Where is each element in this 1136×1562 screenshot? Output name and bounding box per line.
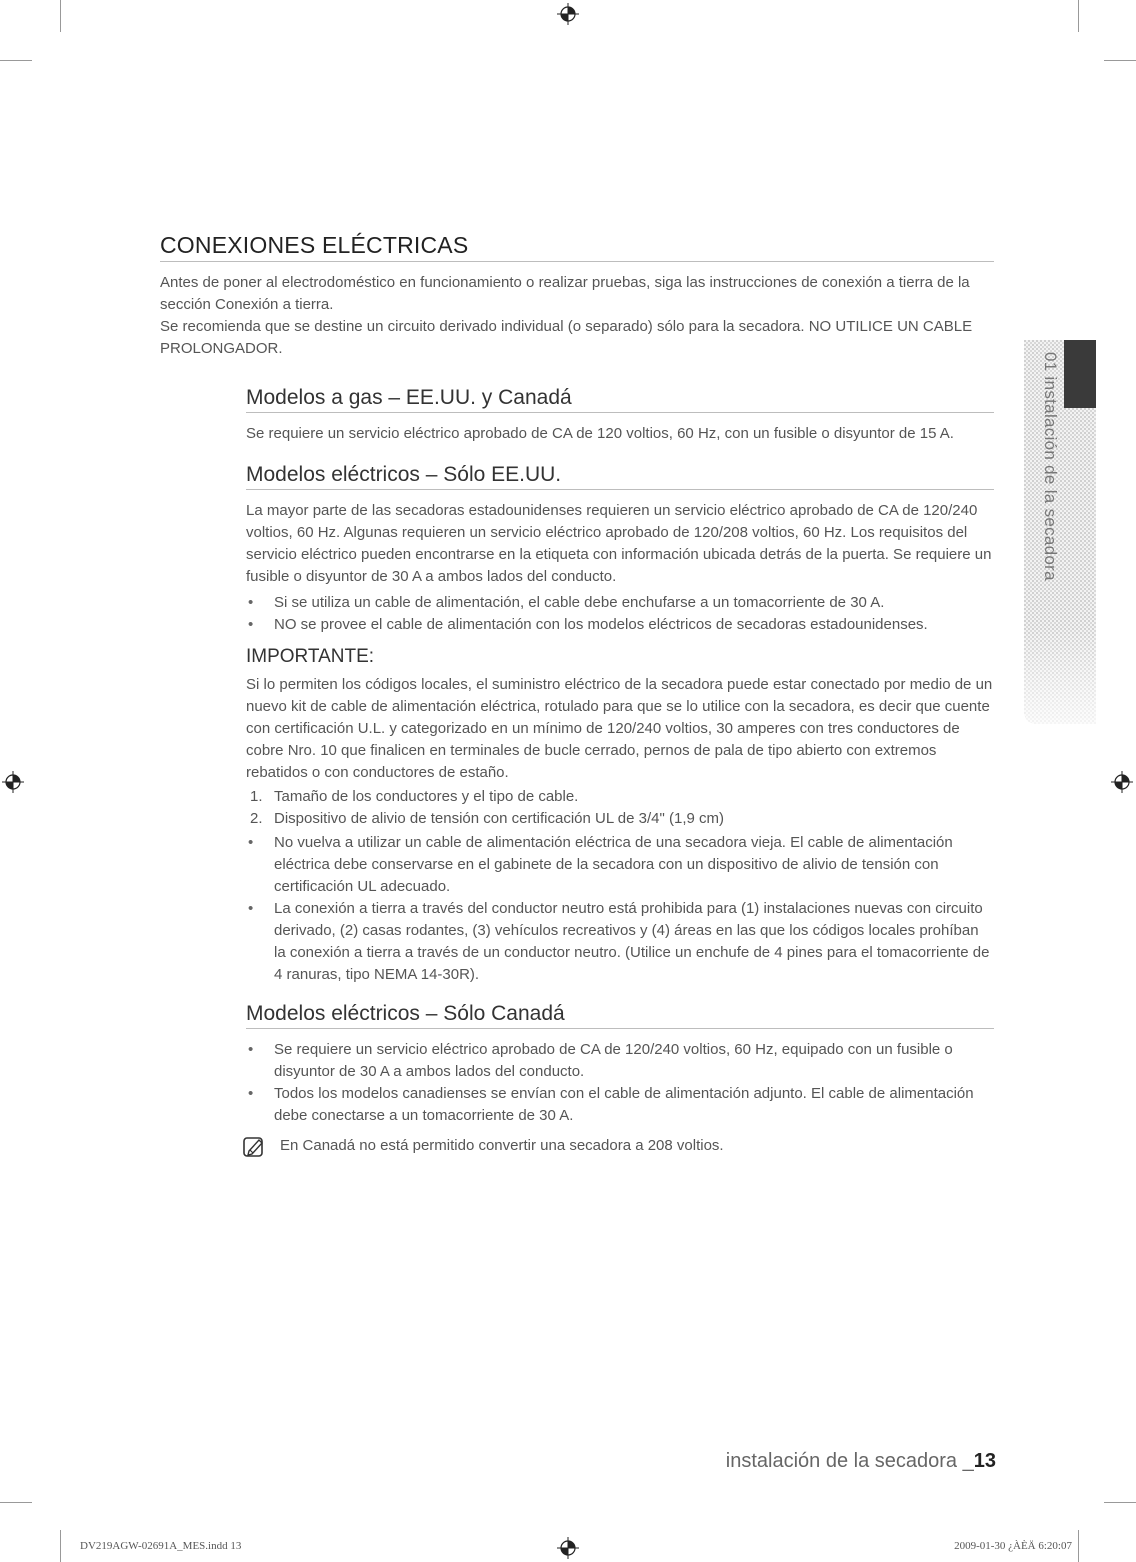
note-icon xyxy=(242,1135,266,1159)
note xyxy=(246,1135,994,1159)
list-item-text: Tamaño de los conductores y el tipo de cable. xyxy=(274,788,579,805)
note-text: En Canadá no está permitido convertir una secadora a 208 voltios. xyxy=(280,1137,724,1154)
list-item: • NO se provee el cable de alimentación con los modelos eléctricos de secadoras estadounidenses. xyxy=(246,614,994,636)
crop-mark xyxy=(1078,1530,1079,1562)
list-item: • Todos los modelos canadienses se envían con el cable de alimentación adjunto. El cable de alimentación debe conectarse a un tomacorriente de 30 A. xyxy=(246,1083,994,1127)
crop-mark xyxy=(1104,60,1136,61)
crop-mark xyxy=(60,1530,61,1562)
numbered-list xyxy=(246,786,994,830)
list-number: 2. xyxy=(250,810,263,827)
section-title: CONEXIONES ELÉCTRICAS xyxy=(160,232,994,262)
crop-mark xyxy=(0,60,32,61)
list-item: • Si se utiliza un cable de alimentación, el cable debe enchufarse a un tomacorriente de 30 A. xyxy=(246,592,994,614)
list-item xyxy=(246,808,994,830)
important-heading: IMPORTANTE: xyxy=(246,646,375,667)
crop-mark xyxy=(1078,0,1079,32)
footer-page-title xyxy=(726,1450,996,1473)
page-number: 13 xyxy=(973,1450,996,1472)
important-text: Si lo permiten los códigos locales, el suministro eléctrico de la secadora puede estar conectado por medio de un nuevo kit de cable de alimentación eléctrica, rotulado para que se lo utilice con la secadora, es decir que cuente con certificación U.L. y categorizado en un mínimo de 120/240 voltios, 30 amperes con tres conductores de cobre Nro. 10 que finalicen en terminales de bucle cerrado, pernos de pala de tipo abierto con extremos rebatidos o con conductores de estaño. xyxy=(246,676,993,781)
page-content xyxy=(160,232,994,1159)
registration-mark-icon xyxy=(557,1537,579,1559)
footer-title-text: instalación de la secadora _ xyxy=(725,1450,974,1472)
bullet-list xyxy=(246,592,994,636)
subsection-title: Modelos eléctricos – Sólo EE.UU. xyxy=(246,463,994,490)
list-item: • Se requiere un servicio eléctrico aprobado de CA de 120/240 voltios, 60 Hz, equipado con un fusible o disyuntor de 30 A a ambos lados del conducto. xyxy=(246,1039,994,1083)
registration-mark-icon xyxy=(1111,771,1133,793)
crop-mark xyxy=(0,1502,32,1503)
side-tab-label: 01 instalación de la secadora xyxy=(1041,352,1060,581)
crop-mark xyxy=(60,0,61,32)
subsection-text: Se requiere un servicio eléctrico aprobado de CA de 120 voltios, 60 Hz, con un fusible o disyuntor de 15 A. xyxy=(246,425,954,442)
subsection-electric-us xyxy=(246,463,994,986)
list-item-text: Dispositivo de alivio de tensión con certificación UL de 3/4" (1,9 cm) xyxy=(274,810,724,827)
slug-timestamp: 2009-01-30 ¿ÀÈÄ 6:20:07 xyxy=(954,1540,1072,1552)
subsection-text: La mayor parte de las secadoras estadounidenses requieren un servicio eléctrico aprobado de CA de 120/240 voltios, 60 Hz. Algunas requieren un servicio eléctrico aprobado de 120/208 voltios, 60 Hz. Los requisitos del servicio eléctrico pueden encontrarse en la etiqueta con información ubicada detrás de la puerta. Se requiere un fusible o disyuntor de 30 A a ambos lados del conducto. xyxy=(246,502,992,585)
bullet-list xyxy=(246,1039,994,1127)
intro-paragraph: Antes de poner al electrodoméstico en funcionamiento o realizar pruebas, siga las instrucciones de conexión a tierra de la sección Conexión a tierra. xyxy=(160,274,970,313)
registration-mark-icon xyxy=(557,3,579,25)
list-item: • No vuelva a utilizar un cable de alimentación eléctrica de una secadora vieja. El cable de alimentación eléctrica debe conservarse en el gabinete de la secadora con un dispositivo de alivio de tensión con certificación UL adecuado. xyxy=(246,832,994,898)
subsection-gas xyxy=(246,386,994,445)
intro-paragraph: Se recomienda que se destine un circuito derivado individual (o separado) sólo para la secadora. NO UTILICE UN CABLE PROLONGADOR. xyxy=(160,318,973,357)
crop-mark xyxy=(1104,1502,1136,1503)
list-item: • La conexión a tierra a través del conductor neutro está prohibida para (1) instalaciones nuevas con circuito derivado, (2) casas rodantes, (3) vehículos recreativos y (4) áreas en las que los códigos locales prohíban la conexión a tierra a través de un conductor neutro. (Utilice un enchufe de 4 pines para el tomacorriente de 4 ranuras, tipo NEMA 14-30R). xyxy=(246,898,994,986)
slug-filename: DV219AGW-02691A_MES.indd 13 xyxy=(80,1540,242,1552)
registration-mark-icon xyxy=(2,771,24,793)
subsection-title: Modelos eléctricos – Sólo Canadá xyxy=(246,1002,994,1029)
subsection-electric-ca xyxy=(246,1002,994,1159)
subsection-title: Modelos a gas – EE.UU. y Canadá xyxy=(246,386,994,413)
bullet-list xyxy=(246,832,994,986)
list-number: 1. xyxy=(250,788,263,805)
list-item xyxy=(246,786,994,808)
